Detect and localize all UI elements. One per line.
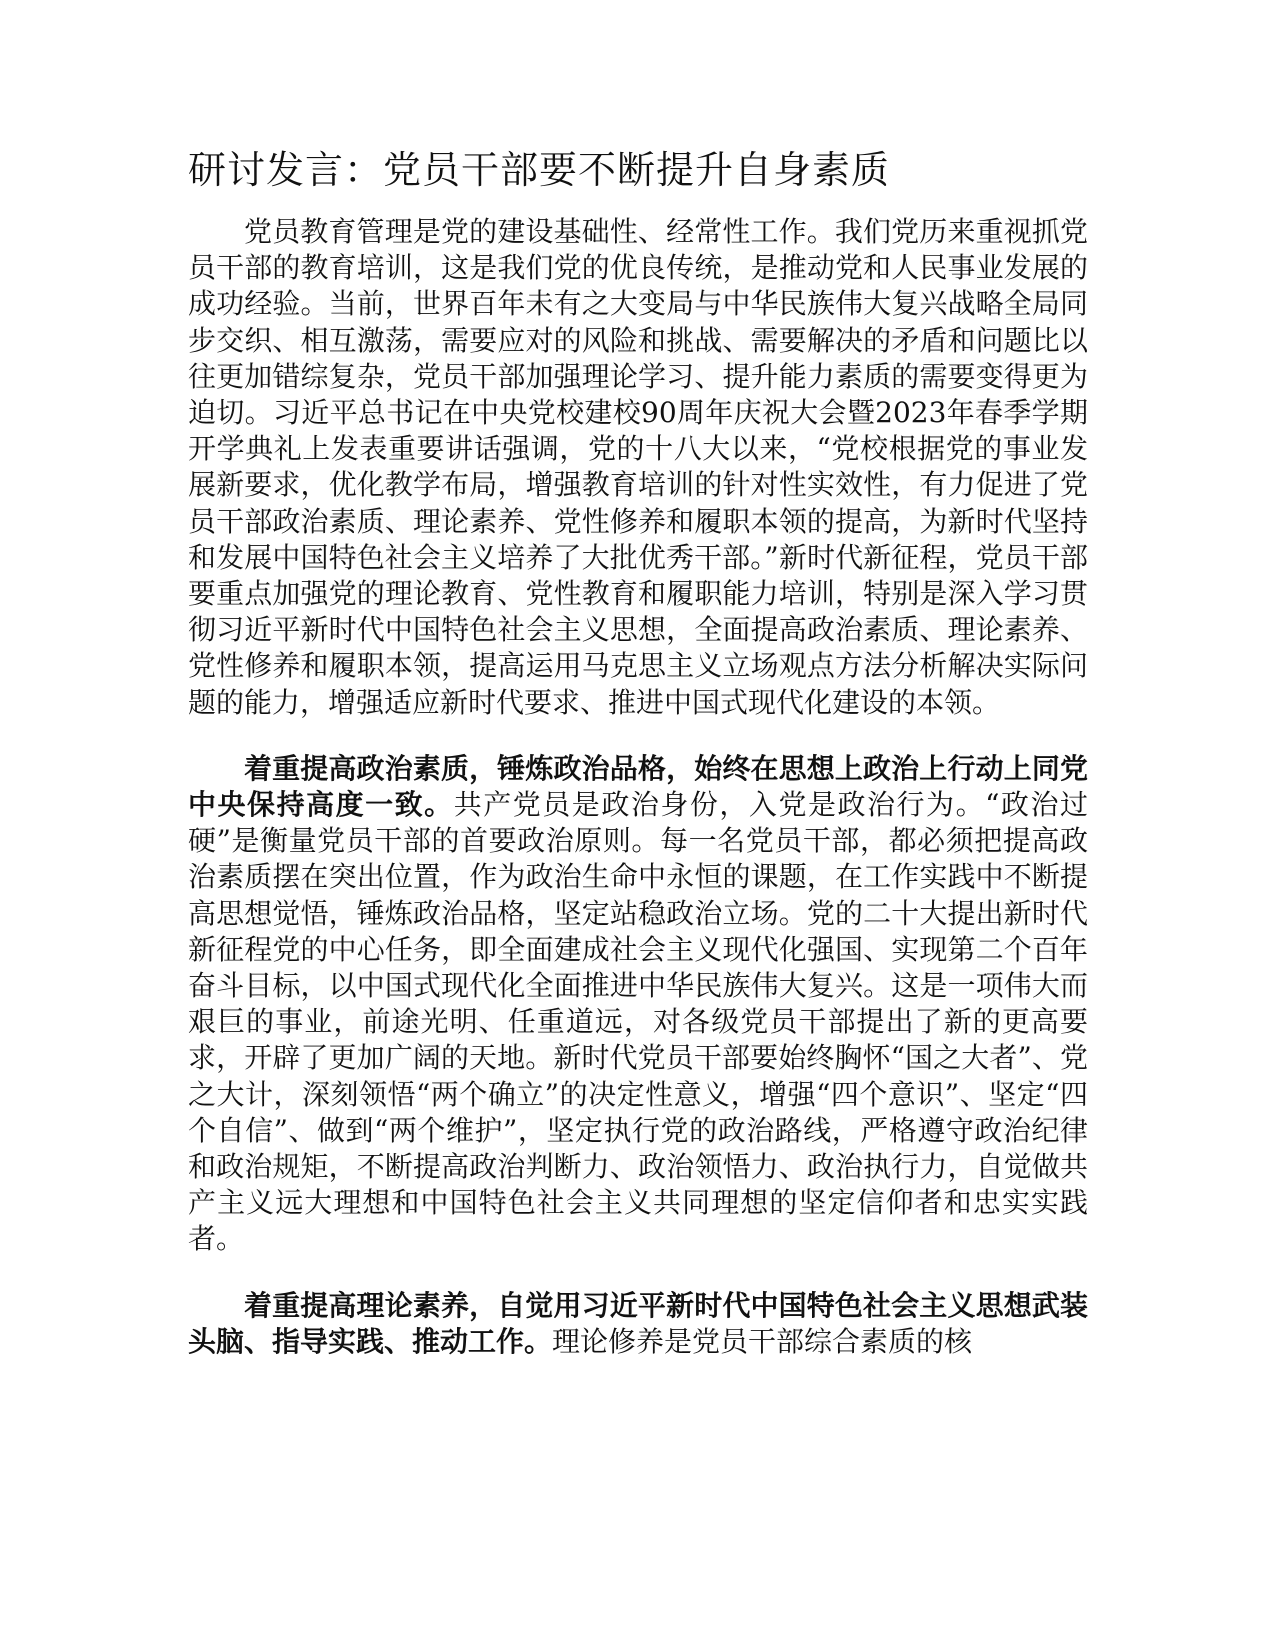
document-page	[188, 140, 1088, 1390]
paragraph-theoretical-quality	[188, 1288, 1088, 1360]
paragraph-lead: 着重提高理论素养，自觉用习近平新时代中国特色社会主义思想武装头脑、指导实践、推动工作。	[188, 1288, 1088, 1358]
paragraph-political-quality	[188, 751, 1088, 1258]
paragraph-body: 理论修养是党员干部综合素质的核	[552, 1324, 973, 1358]
paragraph-body: 党员教育管理是党的建设基础性、经常性工作。我们党历来重视抓党员干部的教育培训，这是我们党的优良传统，是推动党和人民事业发展的成功经验。当前，世界百年未有之大变局与中华民族伟大复兴战略全局同步交织、相互激荡，需要应对的风险和挑战、需要解决的矛盾和问题比以往更加错综复杂，党员干部加强理论学习、提升能力素质的需要变得更为迫切。习近平总书记在中央党校建校90周年庆祝大会暨2023年春季学期开学典礼上发表重要讲话强调，党的十八大以来，“党校根据党的事业发展新要求，优化教学布局，增强教育培训的针对性实效性，有力促进了党员干部政治素质、理论素养、党性修养和履职本领的提高，为新时代坚持和发展中国特色社会主义培养了大批优秀干部。”新时代新征程，党员干部要重点加强党的理论教育、党性教育和履职能力培训，特别是深入学习贯彻习近平新时代中国特色社会主义思想，全面提高政治素质、理论素养、党性修养和履职本领，提高运用马克思主义立场观点方法分析解决实际问题的能力，增强适应新时代要求、推进中国式现代化建设的本领。	[188, 215, 1088, 719]
paragraph-lead: 着重提高政治素质，锤炼政治品格，始终在思想上政治上行动上同党中央保持高度一致。	[188, 751, 1088, 822]
paragraph-intro	[188, 214, 1088, 721]
paragraph-body: 共产党员是政治身份，入党是政治行为。“政治过硬”是衡量党员干部的首要政治原则。每一名党员干部，都必须把提高政治素质摆在突出位置，作为政治生命中永恒的课题，在工作实践中不断提高思想觉悟，锤炼政治品格，坚定站稳政治立场。党的二十大提出新时代新征程党的中心任务，即全面建成社会主义现代化强国、实现第二个百年奋斗目标，以中国式现代化全面推进中华民族伟大复兴。这是一项伟大而艰巨的事业，前途光明、任重道远，对各级党员干部提出了新的更高要求，开辟了更加广阔的天地。新时代党员干部要始终胸怀“国之大者”、党之大计，深刻领悟“两个确立”的决定性意义，增强“四个意识”、坚定“四个自信”、做到“两个维护”，坚定执行党的政治路线，严格遵守政治纪律和政治规矩，不断提高政治判断力、政治领悟力、政治执行力，自觉做共产主义远大理想和中国特色社会主义共同理想的坚定信仰者和忠实实践者。	[188, 788, 1088, 1256]
document-title: 研讨发言：党员干部要不断提升自身素质	[188, 148, 891, 192]
